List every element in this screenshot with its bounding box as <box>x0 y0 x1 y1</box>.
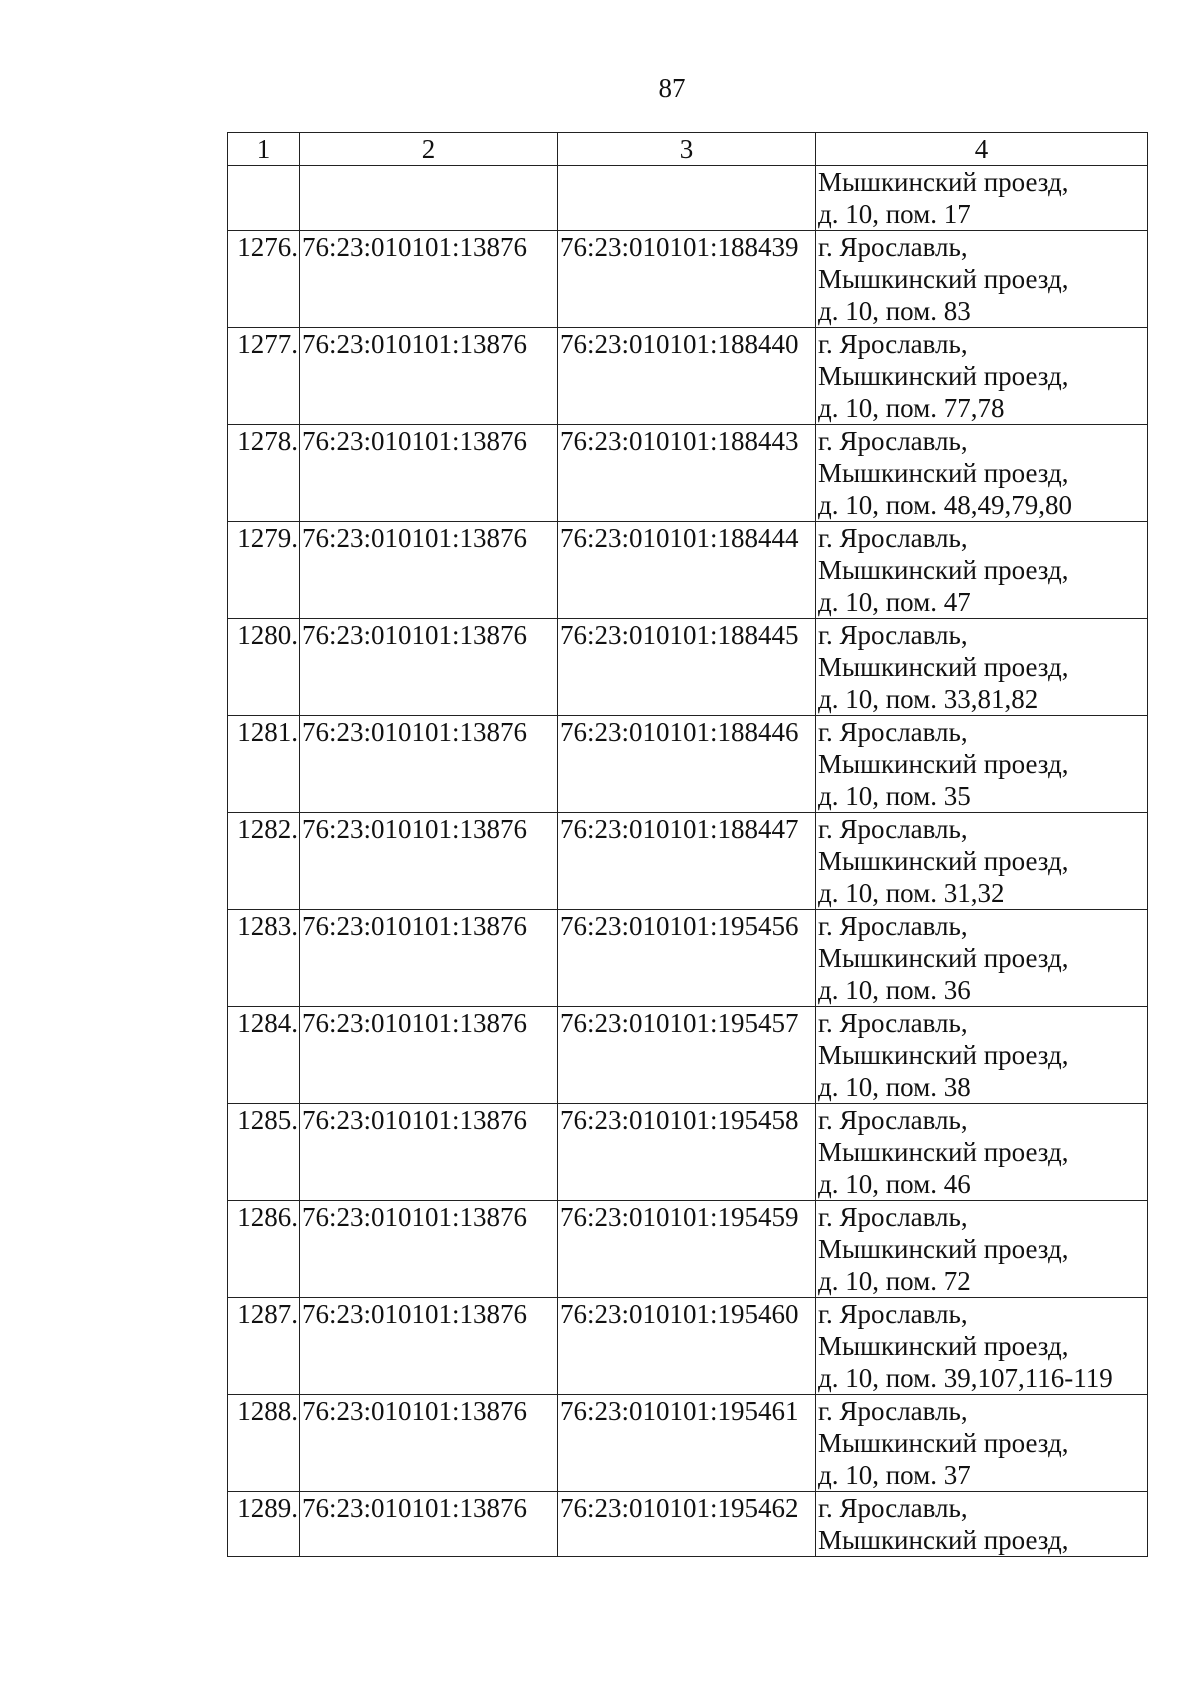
table-row <box>228 1201 1148 1298</box>
cell-col3: 76:23:010101:188447 <box>558 813 816 910</box>
table-row <box>228 522 1148 619</box>
cell-col3: 76:23:010101:188446 <box>558 716 816 813</box>
cell-num: 1280. <box>228 619 300 716</box>
table-row <box>228 1492 1148 1557</box>
header-row <box>228 133 1148 166</box>
table-row <box>228 425 1148 522</box>
address-line: Мышкинский проезд, <box>818 1428 1069 1458</box>
address-line: г. Ярославль, <box>818 717 968 747</box>
cell-num: 1288. <box>228 1395 300 1492</box>
address-line: Мышкинский проезд, <box>818 167 1069 197</box>
address-line: д. 10, пом. 46 <box>818 1169 971 1199</box>
cell-num <box>228 166 300 231</box>
cell-num: 1278. <box>228 425 300 522</box>
address-line: г. Ярославль, <box>818 1008 968 1038</box>
address-line: Мышкинский проезд, <box>818 1331 1069 1361</box>
address-line: Мышкинский проезд, <box>818 1525 1069 1555</box>
address-line: д. 10, пом. 48,49,79,80 <box>818 490 1073 520</box>
cell-col2: 76:23:010101:13876 <box>300 813 558 910</box>
table-row <box>228 328 1148 425</box>
cell-col2: 76:23:010101:13876 <box>300 425 558 522</box>
address-line: д. 10, пом. 36 <box>818 975 971 1005</box>
cell-col2: 76:23:010101:13876 <box>300 1104 558 1201</box>
cell-col2: 76:23:010101:13876 <box>300 1492 558 1557</box>
cell-num: 1283. <box>228 910 300 1007</box>
cell-col2: 76:23:010101:13876 <box>300 1298 558 1395</box>
cell-num: 1276. <box>228 231 300 328</box>
address-line: г. Ярославль, <box>818 620 968 650</box>
page-number: 87 <box>658 73 686 103</box>
address-line: Мышкинский проезд, <box>818 458 1069 488</box>
cell-col2: 76:23:010101:13876 <box>300 231 558 328</box>
table-row <box>228 1104 1148 1201</box>
cell-address <box>816 813 1148 910</box>
address-line: д. 10, пом. 38 <box>818 1072 971 1102</box>
address-line: Мышкинский проезд, <box>818 264 1069 294</box>
address-line: д. 10, пом. 17 <box>818 199 971 229</box>
cell-col3: 76:23:010101:195459 <box>558 1201 816 1298</box>
address-line: Мышкинский проезд, <box>818 1234 1069 1264</box>
table-header <box>228 133 1148 166</box>
cell-address <box>816 425 1148 522</box>
address-line: д. 10, пом. 72 <box>818 1266 971 1296</box>
cell-address <box>816 910 1148 1007</box>
cell-col3: 76:23:010101:195460 <box>558 1298 816 1395</box>
cell-address <box>816 619 1148 716</box>
cell-col2: 76:23:010101:13876 <box>300 716 558 813</box>
cell-col3: 76:23:010101:188439 <box>558 231 816 328</box>
cell-address <box>816 1201 1148 1298</box>
table-row <box>228 619 1148 716</box>
cell-address <box>816 716 1148 813</box>
cell-col3: 76:23:010101:195457 <box>558 1007 816 1104</box>
address-line: г. Ярославль, <box>818 814 968 844</box>
table-row <box>228 231 1148 328</box>
cell-address <box>816 328 1148 425</box>
address-line: д. 10, пом. 31,32 <box>818 878 1005 908</box>
address-line: г. Ярославль, <box>818 523 968 553</box>
cell-num: 1285. <box>228 1104 300 1201</box>
cell-col3 <box>558 166 816 231</box>
address-line: г. Ярославль, <box>818 329 968 359</box>
address-line: д. 10, пом. 77,78 <box>818 393 1005 423</box>
address-line: Мышкинский проезд, <box>818 1137 1069 1167</box>
registry-table <box>227 132 1148 1557</box>
address-line: г. Ярославль, <box>818 1396 968 1426</box>
address-line: Мышкинский проезд, <box>818 652 1069 682</box>
cell-num: 1277. <box>228 328 300 425</box>
header-col-4: 4 <box>816 133 1148 166</box>
cell-col2: 76:23:010101:13876 <box>300 1201 558 1298</box>
header-col-3: 3 <box>558 133 816 166</box>
cell-num: 1284. <box>228 1007 300 1104</box>
cell-address <box>816 166 1148 231</box>
cell-col2: 76:23:010101:13876 <box>300 1395 558 1492</box>
cell-col3: 76:23:010101:188440 <box>558 328 816 425</box>
address-line: Мышкинский проезд, <box>818 1040 1069 1070</box>
table-row <box>228 1298 1148 1395</box>
cell-col2 <box>300 166 558 231</box>
address-line: г. Ярославль, <box>818 1105 968 1135</box>
cell-col3: 76:23:010101:195461 <box>558 1395 816 1492</box>
cell-col3: 76:23:010101:195462 <box>558 1492 816 1557</box>
cell-col2: 76:23:010101:13876 <box>300 619 558 716</box>
cell-address <box>816 1298 1148 1395</box>
cell-col3: 76:23:010101:188445 <box>558 619 816 716</box>
cell-col3: 76:23:010101:188444 <box>558 522 816 619</box>
cell-address <box>816 1395 1148 1492</box>
table-body <box>228 166 1148 1557</box>
cell-col2: 76:23:010101:13876 <box>300 522 558 619</box>
address-line: г. Ярославль, <box>818 1202 968 1232</box>
address-line: Мышкинский проезд, <box>818 846 1069 876</box>
header-col-1: 1 <box>228 133 300 166</box>
cell-col2: 76:23:010101:13876 <box>300 1007 558 1104</box>
cell-col3: 76:23:010101:195458 <box>558 1104 816 1201</box>
cell-address <box>816 1492 1148 1557</box>
address-line: Мышкинский проезд, <box>818 749 1069 779</box>
address-line: г. Ярославль, <box>818 232 968 262</box>
cell-col3: 76:23:010101:188443 <box>558 425 816 522</box>
cell-address <box>816 231 1148 328</box>
cell-col3: 76:23:010101:195456 <box>558 910 816 1007</box>
cell-num: 1281. <box>228 716 300 813</box>
address-line: д. 10, пом. 33,81,82 <box>818 684 1039 714</box>
cell-address <box>816 522 1148 619</box>
table-row <box>228 1395 1148 1492</box>
address-line: д. 10, пом. 37 <box>818 1460 971 1490</box>
address-line: Мышкинский проезд, <box>818 555 1069 585</box>
address-line: г. Ярославль, <box>818 1493 968 1523</box>
cell-col2: 76:23:010101:13876 <box>300 328 558 425</box>
cell-num: 1287. <box>228 1298 300 1395</box>
address-line: Мышкинский проезд, <box>818 361 1069 391</box>
address-line: г. Ярославль, <box>818 1299 968 1329</box>
cell-address <box>816 1007 1148 1104</box>
address-line: д. 10, пом. 47 <box>818 587 971 617</box>
continuation-row <box>228 166 1148 231</box>
cell-address <box>816 1104 1148 1201</box>
cell-col2: 76:23:010101:13876 <box>300 910 558 1007</box>
table-row <box>228 910 1148 1007</box>
address-line: д. 10, пом. 35 <box>818 781 971 811</box>
cell-num: 1289. <box>228 1492 300 1557</box>
header-col-2: 2 <box>300 133 558 166</box>
address-line: г. Ярославль, <box>818 426 968 456</box>
cell-num: 1286. <box>228 1201 300 1298</box>
cell-num: 1282. <box>228 813 300 910</box>
table-row <box>228 716 1148 813</box>
address-line: г. Ярославль, <box>818 911 968 941</box>
address-line: Мышкинский проезд, <box>818 943 1069 973</box>
address-line: д. 10, пом. 83 <box>818 296 971 326</box>
table-row <box>228 1007 1148 1104</box>
table-row <box>228 813 1148 910</box>
address-line: д. 10, пом. 39,107,116-119 <box>818 1363 1113 1393</box>
cell-num: 1279. <box>228 522 300 619</box>
